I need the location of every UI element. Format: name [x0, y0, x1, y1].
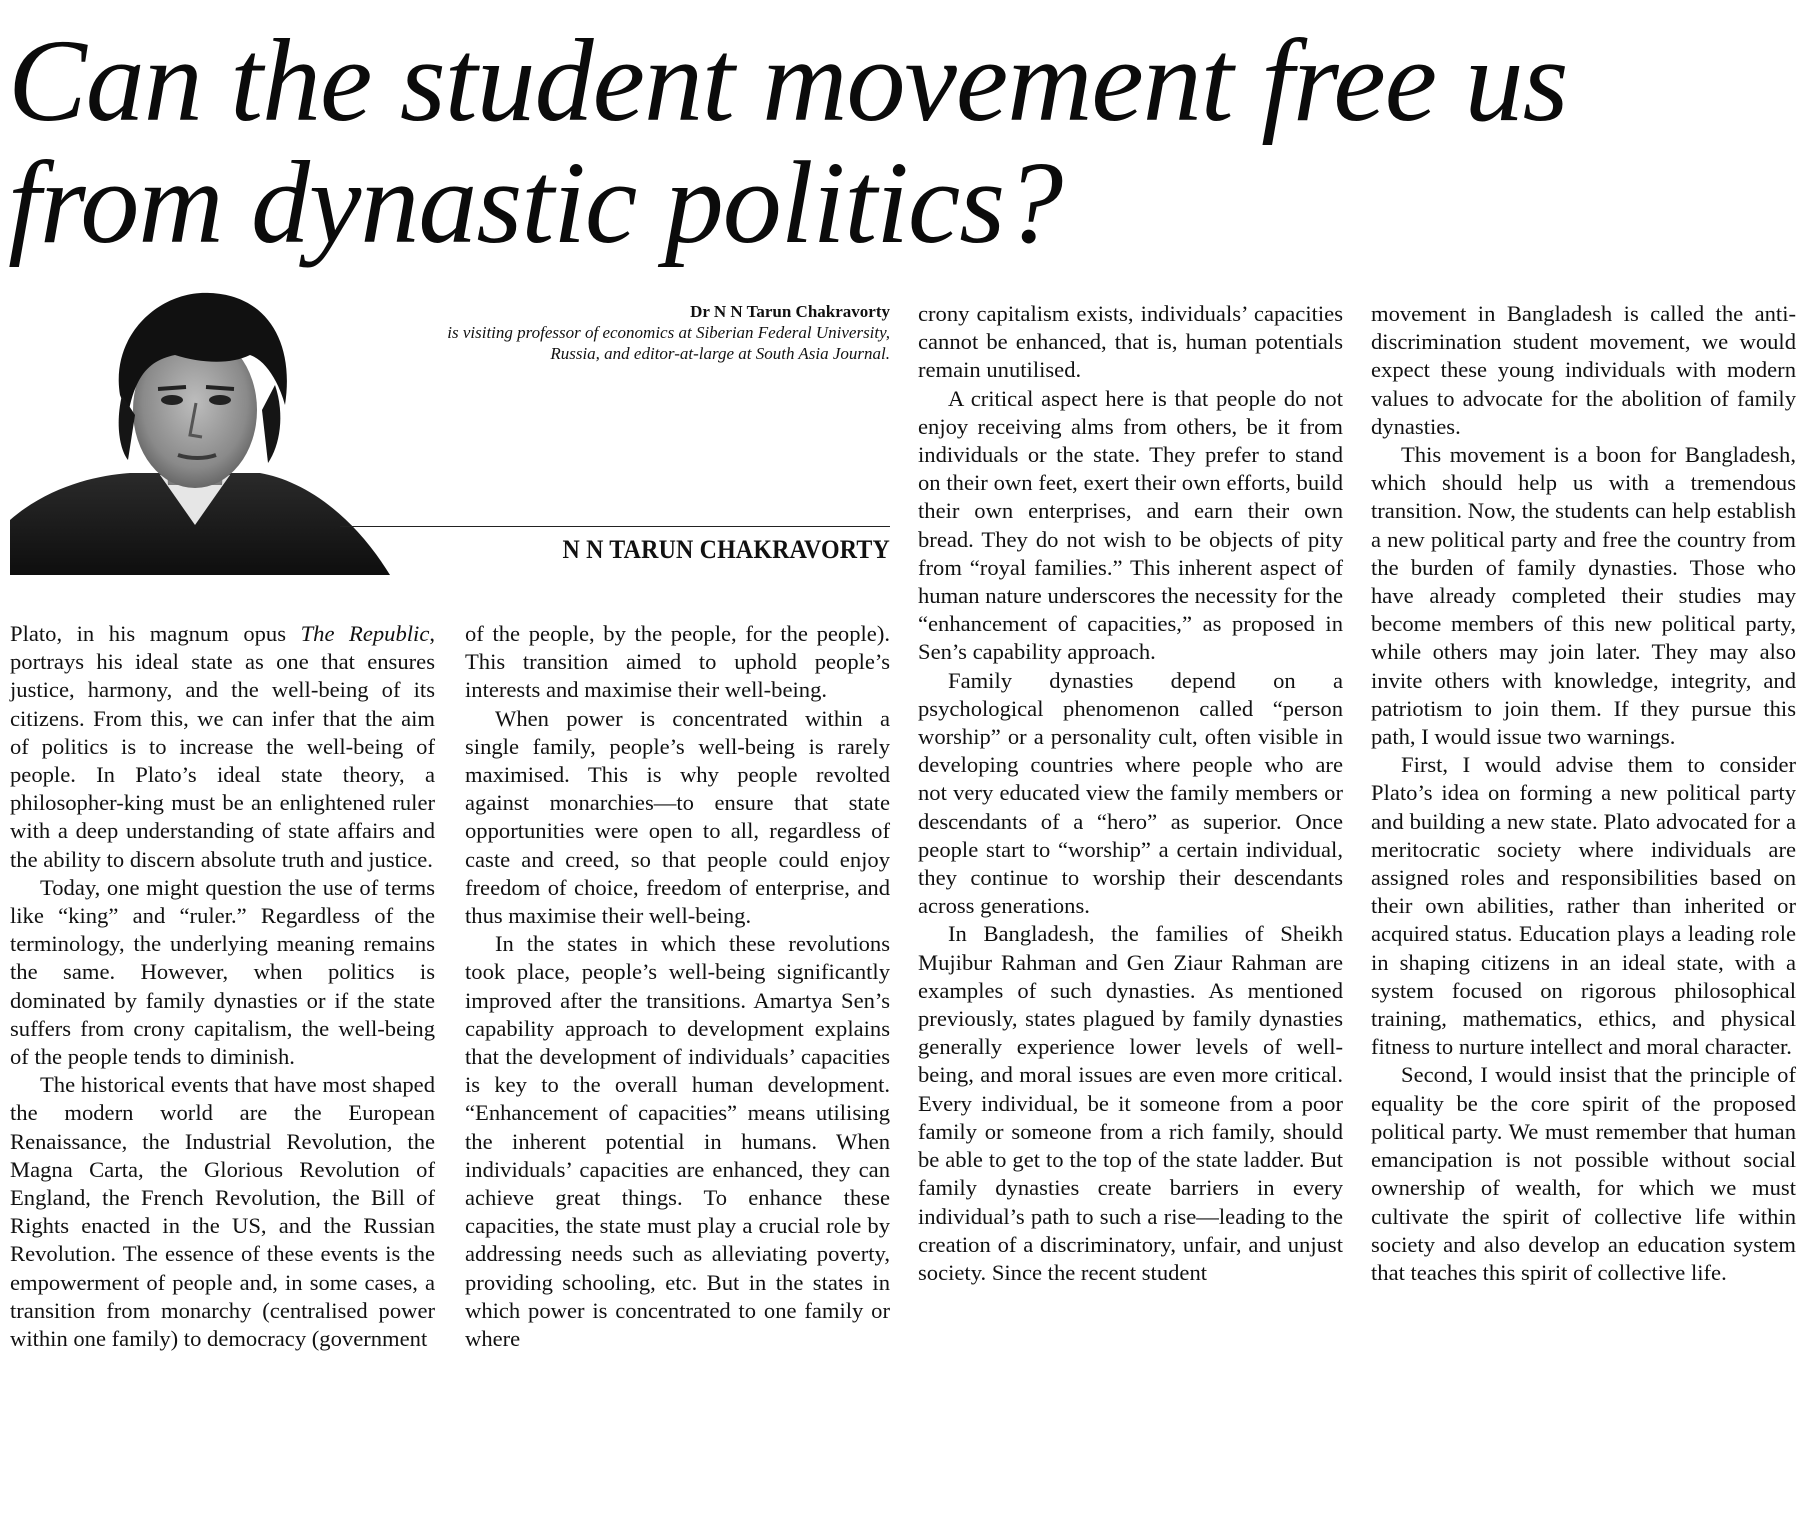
author-portrait	[10, 285, 390, 575]
article-paragraph: Second, I would insist that the principle of equality be the core spirit of the proposed political party. We must remember that human emancipation is not possible without social ownership of wealth, for which we must cultivate the spirit of collective life within society and also develop an education system that teaches this spirit of collective life.	[1371, 1062, 1796, 1285]
article-paragraph: This movement is a boon for Bangladesh, which should help us with a tremendous transition. Now, the students can help establish a new political party and free the country from the burden of family dynasties. Those who have already completed their studies may become members of this new political party, while others may join later. They may also invite others with knowledge, integrity, and patriotism to join them. If they pursue this path, I would issue two warnings.	[1371, 442, 1796, 750]
byline: N N TARUN CHAKRAVORTY	[562, 535, 890, 564]
article-paragraph: In Bangladesh, the families of Sheikh Mujibur Rahman and Gen Ziaur Rahman are examples of such dynasties. As mentioned previously, states plagued by family dynasties generally experience lower levels of well-being, and moral issues are even more critical. Every individual, be it someone from a poor family or someone from a rich family, should be able to get to the top of the state ladder. But family dynasties create barriers in every individual’s path to such a rise—leading to the creation of a discriminatory, unfair, and unjust society. Since the recent student	[918, 921, 1343, 1285]
article-paragraph: Today, one might question the use of terms like “king” and “ruler.” Regardless of the terminology, the underlying meaning remains the same. However, when politics is dominated by family dynasties or if the state suffers from crony capitalism, the well-being of the people tends to diminish.	[10, 874, 435, 1070]
article-paragraph: crony capitalism exists, individuals’ capacities cannot be enhanced, that is, human potentials remain unutilised.	[918, 301, 1343, 383]
article-paragraph	[10, 620, 435, 874]
article-column-1	[10, 620, 435, 1353]
byline-divider	[340, 526, 890, 527]
article-paragraph: Family dynasties depend on a psychological phenomenon called “person worship” or a personality cult, often visible in developing countries where people who are not very educated view the family members or descendants of a “hero” as superior. Once people start to “worship” a certain individual, they continue to worship their descendants across generations.	[918, 667, 1343, 919]
headline-line-2: from dynastic politics?	[8, 137, 1063, 268]
article-column-4	[1371, 300, 1796, 1287]
article-paragraph: First, I would advise them to consider Plato’s idea on forming a new political party and building a new state. Plato advocated for a meritocratic society where individuals are assigned roles and responsibilities based on their own abilities, rather than inherited or acquired status. Education plays a leading role in shaping citizens in an ideal state, with a system focused on rigorous philosophical training, mathematics, ethics, and physical fitness to nurture intellect and moral character.	[1371, 752, 1796, 1060]
book-title: The Republic	[300, 621, 430, 646]
headline	[8, 15, 1788, 268]
headline-line-1: Can the student movement free us	[8, 15, 1568, 146]
author-block	[10, 285, 890, 575]
paragraph-text: Plato, in his magnum opus	[10, 621, 301, 646]
article-paragraph: A critical aspect here is that people do not enjoy receiving alms from others, be it from individuals or the state. They prefer to stand on their own feet, exert their own efforts, build their own enterprises, and earn their own bread. They do not wish to be objects of pity from “royal families.” This inherent aspect of human nature underscores the necessity for the “enhancement of capacities,” as proposed in Sen’s capability approach.	[918, 385, 1343, 665]
article-column-2	[465, 620, 890, 1353]
author-bio	[420, 301, 890, 364]
article-column-3	[918, 300, 1343, 1287]
article-paragraph: The historical events that have most shaped the modern world are the European Renaissance, the Industrial Revolution, the Magna Carta, the Glorious Revolution of England, the French Revolution, the Bill of Rights enacted in the US, and the Russian Revolution. The essence of these events is the empowerment of people and, in some cases, a transition from monarchy (centralised power within one family) to democracy (government	[10, 1072, 435, 1352]
article-paragraph: of the people, by the people, for the people). This transition aimed to uphold people’s interests and maximise their well-being.	[465, 621, 890, 703]
paragraph-text: , portrays his ideal state as one that ensures justice, harmony, and the well-being of its citizens. From this, we can infer that the aim of politics is to increase the well-being of people. In Plato’s ideal state theory, a philosopher-king must be an enlightened ruler with a deep understanding of state affairs and the ability to discern absolute truth and justice.	[10, 621, 436, 872]
article-paragraph: In the states in which these revolutions took place, people’s well-being significantly improved after the transitions. Amartya Sen’s capability approach to development explains that the development of individuals’ capacities is key to the overall human development. “Enhancement of capacities” means utilising the inherent potential in humans. When individuals’ capacities are enhanced, they can achieve great things. To enhance these capacities, the state must play a crucial role by addressing needs such as alleviating poverty, providing schooling, etc. But in the states in which power is concentrated to one family or where	[465, 931, 890, 1352]
author-bio-text: is visiting professor of economics at Siberian Federal University, Russia, and editor-at-large at South Asia Journal.	[447, 323, 890, 363]
author-bio-name: Dr N N Tarun Chakravorty	[690, 302, 890, 321]
article-paragraph: When power is concentrated within a single family, people’s well-being is rarely maximised. This is why people revolted against monarchies—to ensure that state opportunities were open to all, regardless of caste and creed, so that people could enjoy freedom of choice, freedom of enterprise, and thus maximise their well-being.	[465, 705, 890, 929]
article-paragraph: movement in Bangladesh is called the anti-discrimination student movement, we would expect these young individuals with modern values to advocate for the abolition of family dynasties.	[1371, 301, 1796, 439]
